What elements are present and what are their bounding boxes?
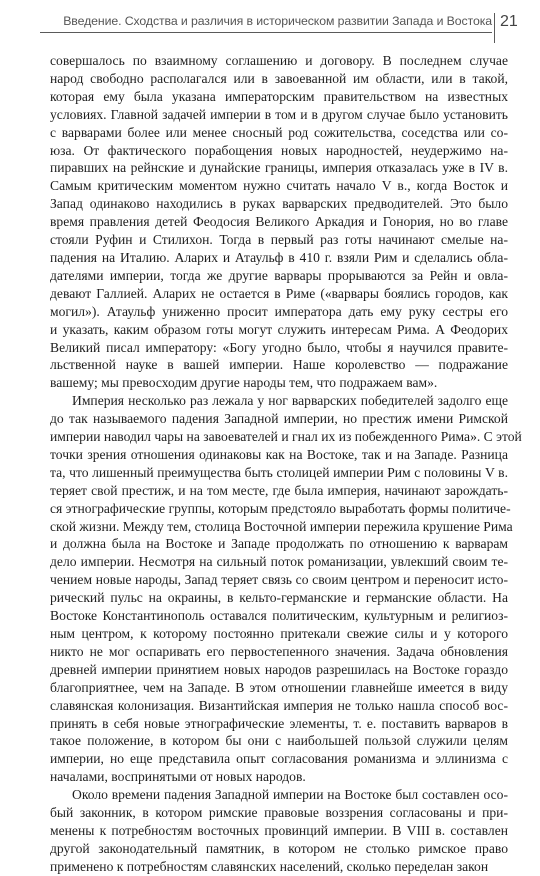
text-line: Запад одинаково находились в руках варварских предводителей. Это было (50, 196, 508, 212)
text-line: совершалось по взаимному соглашению и договору. В последнем случае (50, 53, 508, 68)
running-head (40, 14, 492, 33)
paragraph (50, 52, 508, 392)
text-line: Самым критическим моментом нужно считать начало V в., когда Восток и (50, 178, 508, 194)
text-line: девают Галлией. Аларих не остается в Риме («варвары боялись городов, как (50, 285, 508, 301)
page-number: 21 (500, 13, 518, 30)
header-divider (494, 13, 495, 43)
text-line: пиравших на рейнские и дунайские границы, империя отказалась уже в IV в. (50, 160, 508, 176)
text-line: рический пульс на окраины, в кельто-германские и германские области. На (50, 590, 508, 606)
text-line: благоприятнее, чем на Западе. В этом отношении главнейше имеется в виду (50, 679, 508, 695)
text-line: началами, воспринятыми от новых народов. (50, 769, 306, 785)
text-line: чением новые народы, Запад теряет связь со своим центром и переносит исто- (50, 572, 508, 588)
text-line: дело империи. Несмотря на сильный поток романизации, увлекший своим те- (50, 554, 508, 570)
text-line: Империя несколько раз лежала у ног варварских победителей задолго еще (72, 393, 508, 409)
text-line: дателями империи, тогда же другие варвары прорываются за Рейн и овла- (50, 267, 508, 283)
text-line: условиях. Главной задачей империи в том и в другом случае было установить (50, 106, 508, 122)
text-line: такое положение, в котором бы они с наибольшей пользой служили целям (50, 733, 508, 749)
text-line: ской жизни. Между тем, столица Восточной империи пережила крушение Рима (50, 518, 513, 534)
text-line: та, что лишенный преимущества быть столицей империи Рим с половины V в. (50, 464, 508, 480)
text-line: точки зрения отношения одинаковы как на Востоке, так и на Западе. Разница (50, 446, 508, 462)
text-line: бый законник, в котором римские правовые воззрения согласованы и при- (50, 805, 508, 821)
text-line: юза. От фактического порабощения новых народностей, неудержимо на- (50, 142, 508, 158)
paragraph (50, 392, 522, 786)
text-line: до так называемого падения Западной империи, но престиж имени Римской (50, 411, 508, 427)
running-title: Введение. Сходства и различия в историческом развитии Запада и Востока (63, 14, 492, 28)
text-line: и должна была на Востоке и Западе продолжать по отношению к варварам (50, 536, 508, 552)
text-line: менены к потребностям восточных провинций империи. В VIII в. составлен (50, 822, 508, 838)
text-line: принять в себя новые этнографические элементы, т. е. поставить варваров в (50, 715, 508, 731)
text-line: славянская колонизация. Византийская империя не только нашла способ вос- (50, 697, 508, 713)
text-line: ным центром, к которому постоянно притекали свежие силы и у которого (50, 626, 508, 641)
text-line: древней империи принятием новых народов разрешилась на Востоке гораздо (50, 661, 508, 677)
text-line: вашему; мы превосходим другие народы тем, что подражаем вам». (50, 375, 438, 391)
text-line: империи, но еще представила опыт согласования романизма и эллинизма с (50, 751, 508, 767)
text-line: льственной науке в вашей империи. Наше королевство — подражание (50, 357, 508, 373)
body-text (50, 52, 522, 876)
text-line: теряет свой престиж, и на том месте, где была империя, начинают зарождать- (50, 482, 508, 498)
text-line: ся этнографические группы, которым предстояло выработать формы политиче- (50, 500, 511, 516)
text-line: народ свободно располагался или в завоеванной им области, или в такой, (50, 70, 508, 86)
text-line: Около времени падения Западной империи на Востоке был составлен осо- (72, 787, 508, 803)
text-line: стояли Руфин и Стилихон. Тогда в первый раз готы начинают смелые на- (50, 232, 508, 248)
text-line: с варварами более или менее сносный род сожительства, соседства или со- (50, 124, 508, 140)
text-line: империи наводил чары на завоевателей и гнал их из побежденного Рима». С этой (50, 429, 522, 445)
text-line: время правления детей Феодосия Великого Аркадия и Гонория, но во главе (50, 214, 508, 230)
text-line: и указать, каким образом готы могут служить интересам Рима. А Феодорих (50, 321, 508, 337)
text-line: могил»). Атаульф униженно просит императора дать ему руку сестры его (50, 303, 508, 319)
text-line: применено к потребностям славянских населений, сколько переделан закон (50, 858, 489, 874)
text-line: Великий писал императору: «Богу угодно было, чтобы я научился правите- (50, 339, 508, 355)
text-line: которая ему была указана императорским правительством на известных (50, 88, 508, 104)
text-line: никто не мог оспаривать его первостепенного значения. Задача обновления (50, 643, 508, 659)
text-line: другой законодательный памятник, в котором не столько римское право (50, 840, 508, 856)
text-line: Востоке Константинополь оставался политическим, культурным и религиоз- (50, 608, 508, 624)
text-line: падения на Италию. Аларих и Атаульф в 410 г. взяли Рим и сделались обла- (50, 249, 508, 265)
